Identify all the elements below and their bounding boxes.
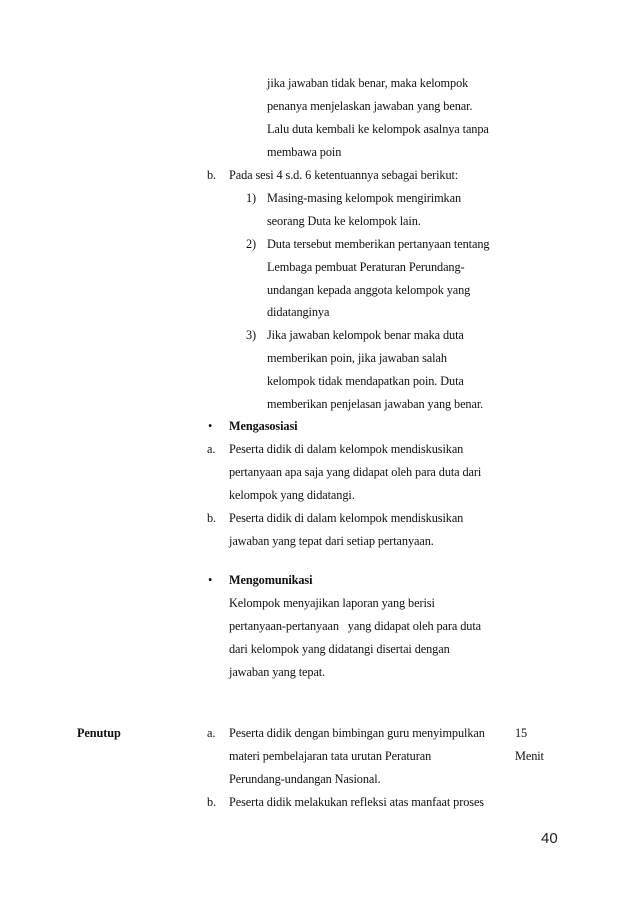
item-b-marker: b.: [207, 168, 217, 182]
sub-3-line-4: memberikan penjelasan jawaban yang benar.: [267, 397, 484, 411]
asosiasi-a-line-1: Peserta didik di dalam kelompok mendiskusikan: [229, 442, 464, 456]
sub-2-line-2: Lembaga pembuat Peraturan Perundang-: [267, 260, 465, 274]
penutup-b-line-1: Peserta didik melakukan refleksi atas manfaat proses: [229, 795, 484, 809]
asosiasi-a-marker: a.: [207, 442, 216, 456]
komunikasi-line-1: Kelompok menyajikan laporan yang berisi: [229, 596, 435, 610]
cont-line-1: jika jawaban tidak benar, maka kelompok: [267, 76, 469, 90]
sub-3-line-3: kelompok tidak mendapatkan poin. Duta: [267, 374, 464, 388]
komunikasi-line-4: jawaban yang tepat.: [229, 665, 326, 679]
mengasosiasi-bullet: •: [208, 419, 213, 433]
sub-3-line-1: Jika jawaban kelompok benar maka duta: [267, 328, 464, 342]
duration-unit: Menit: [515, 749, 544, 763]
duration-number: 15: [515, 726, 528, 740]
asosiasi-b-line-1: Peserta didik di dalam kelompok mendiskusikan: [229, 511, 464, 525]
sub-2-line-3: undangan kepada anggota kelompok yang: [267, 283, 471, 297]
komunikasi-line-2: pertanyaan-pertanyaan yang didapat oleh para duta: [229, 619, 481, 633]
penutup-label: Penutup: [77, 726, 121, 740]
sub-1-line-2: seorang Duta ke kelompok lain.: [267, 214, 421, 228]
page-number: 40: [541, 830, 558, 847]
asosiasi-a-line-3: kelompok yang didatangi.: [229, 488, 355, 502]
sub-1-marker: 1): [246, 191, 257, 205]
cont-line-4: membawa poin: [267, 145, 342, 159]
penutup-a-line-2: materi pembelajaran tata urutan Peraturan: [229, 749, 432, 763]
sub-3-line-2: memberikan poin, jika jawaban salah: [267, 351, 447, 365]
item-b-text: Pada sesi 4 s.d. 6 ketentuannya sebagai berikut:: [229, 168, 459, 182]
asosiasi-b-marker: b.: [207, 511, 217, 525]
cont-line-3: Lalu duta kembali ke kelompok asalnya tanpa: [267, 122, 489, 136]
penutup-a-marker: a.: [207, 726, 216, 740]
asosiasi-b-line-2: jawaban yang tepat dari setiap pertanyaan.: [229, 534, 434, 548]
komunikasi-line-3: dari kelompok yang didatangi disertai dengan: [229, 642, 450, 656]
penutup-a-line-1: Peserta didik dengan bimbingan guru menyimpulkan: [229, 726, 485, 740]
penutup-b-marker: b.: [207, 795, 217, 809]
mengomunikasi-heading: Mengomunikasi: [229, 573, 313, 587]
sub-2-marker: 2): [246, 237, 257, 251]
sub-3-marker: 3): [246, 328, 257, 342]
mengasosiasi-heading: Mengasosiasi: [229, 419, 298, 433]
cont-line-2: penanya menjelaskan jawaban yang benar.: [267, 99, 473, 113]
asosiasi-a-line-2: pertanyaan apa saja yang didapat oleh para duta dari: [229, 465, 482, 479]
sub-2-line-1: Duta tersebut memberikan pertanyaan tentang: [267, 237, 490, 251]
sub-2-line-4: didatanginya: [267, 305, 330, 319]
penutup-a-line-3: Perundang-undangan Nasional.: [229, 772, 381, 786]
sub-1-line-1: Masing-masing kelompok mengirimkan: [267, 191, 462, 205]
mengomunikasi-bullet: •: [208, 573, 213, 587]
